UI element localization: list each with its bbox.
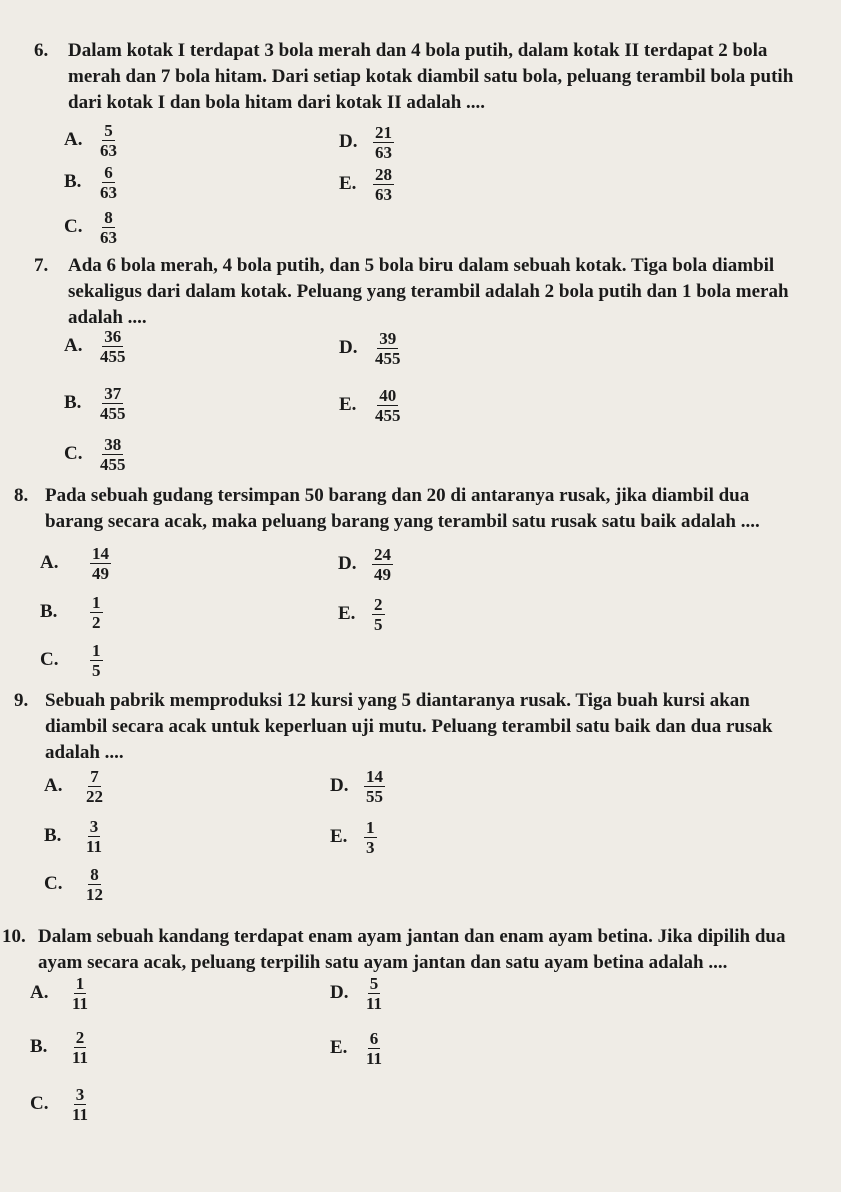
option-letter: C. — [64, 216, 83, 237]
option-d[interactable] — [330, 971, 384, 1015]
numerator: 6 — [104, 162, 113, 182]
option-letter: B. — [30, 1036, 48, 1057]
option-e[interactable] — [339, 383, 403, 427]
option-e[interactable] — [330, 1026, 384, 1070]
option-c[interactable] — [44, 862, 105, 906]
question-line: merah dan 7 bola hitam. Dari setiap kotak diambil satu bola, peluang terambil bola putih — [68, 66, 794, 87]
numerator: 21 — [375, 122, 392, 142]
question-line: Dalam kotak I terdapat 3 bola merah dan 4 bola putih, dalam kotak II terdapat 2 bola — [68, 40, 768, 61]
option-letter: C. — [40, 649, 59, 670]
numerator: 1 — [92, 592, 101, 612]
numerator: 14 — [366, 766, 383, 786]
option-a[interactable] — [64, 118, 119, 162]
denominator: 455 — [375, 348, 401, 368]
option-e[interactable] — [338, 592, 385, 636]
option-fraction — [70, 974, 90, 1013]
denominator: 455 — [375, 405, 401, 425]
option-a[interactable] — [30, 971, 90, 1015]
denominator: 455 — [100, 346, 126, 366]
question-line: diambil secara acak untuk keperluan uji mutu. Peluang terambil satu baik dan dua rusak — [45, 716, 773, 737]
question-line: dari kotak I dan bola hitam dari kotak II adalah .... — [68, 92, 486, 113]
numerator: 3 — [89, 816, 99, 836]
denominator: 63 — [100, 140, 117, 160]
numerator: 38 — [104, 434, 122, 454]
option-fraction — [372, 595, 385, 634]
option-a[interactable] — [44, 764, 105, 808]
option-letter: D. — [338, 553, 357, 574]
denominator: 5 — [374, 614, 383, 634]
option-a[interactable] — [40, 541, 111, 585]
option-fraction — [70, 1028, 90, 1067]
option-b[interactable] — [44, 814, 104, 858]
option-fraction — [373, 165, 394, 204]
option-letter: C. — [30, 1093, 49, 1114]
numerator: 3 — [75, 1084, 85, 1104]
option-e[interactable] — [330, 815, 377, 859]
option-fraction — [373, 329, 403, 368]
numerator: 40 — [379, 385, 397, 405]
numerator: 14 — [92, 543, 109, 563]
option-fraction — [364, 1029, 384, 1068]
option-d[interactable] — [339, 120, 394, 164]
option-c[interactable] — [40, 638, 103, 682]
option-fraction — [373, 123, 394, 162]
option-letter: B. — [40, 601, 58, 622]
denominator: 11 — [366, 1048, 383, 1068]
question-line: Dalam sebuah kandang terdapat enam ayam jantan dan enam ayam betina. Jika dipilih dua — [38, 926, 786, 947]
denominator: 63 — [100, 227, 117, 247]
question-number: 8. — [14, 485, 29, 506]
denominator: 49 — [374, 564, 391, 584]
option-fraction — [84, 767, 105, 806]
option-letter: C. — [44, 873, 63, 894]
option-letter: B. — [44, 825, 62, 846]
option-a[interactable] — [64, 324, 128, 368]
option-letter: E. — [330, 1037, 348, 1058]
question-line: sekaligus dari dalam kotak. Peluang yang terambil adalah 2 bola putih dan 1 bola merah — [68, 281, 789, 302]
option-fraction — [364, 974, 384, 1013]
denominator: 12 — [86, 884, 103, 904]
option-letter: D. — [330, 775, 349, 796]
denominator: 63 — [375, 142, 392, 162]
denominator: 455 — [100, 454, 126, 474]
numerator: 2 — [374, 594, 383, 614]
option-b[interactable] — [40, 590, 103, 634]
numerator: 24 — [374, 544, 391, 564]
option-letter: A. — [40, 552, 59, 573]
question-line: Sebuah pabrik memproduksi 12 kursi yang 5 diantaranya rusak. Tiga buah kursi akan — [45, 690, 750, 711]
option-fraction — [90, 593, 103, 632]
numerator: 6 — [369, 1028, 379, 1048]
option-fraction — [90, 544, 111, 583]
question-line: barang secara acak, maka peluang barang yang terambil satu rusak satu baik adalah .... — [45, 511, 760, 532]
question-number: 10. — [2, 926, 26, 947]
question-number: 9. — [14, 690, 29, 711]
question-line: ayam secara acak, peluang terpilih satu ayam jantan dan satu ayam betina adalah .... — [38, 952, 728, 973]
denominator: 11 — [86, 836, 103, 856]
option-fraction — [98, 384, 128, 423]
option-b[interactable] — [64, 381, 128, 425]
option-fraction — [364, 818, 377, 857]
question-line: Ada 6 bola merah, 4 bola putih, dan 5 bola biru dalam sebuah kotak. Tiga bola diambil — [68, 255, 775, 276]
option-d[interactable] — [338, 542, 393, 586]
option-b[interactable] — [64, 160, 119, 204]
option-fraction — [84, 865, 105, 904]
numerator: 8 — [90, 864, 99, 884]
option-fraction — [98, 121, 119, 160]
numerator: 5 — [104, 120, 113, 140]
option-fraction — [372, 545, 393, 584]
option-letter: E. — [339, 394, 357, 415]
option-letter: A. — [64, 129, 83, 150]
denominator: 455 — [100, 403, 126, 423]
question-number: 6. — [34, 40, 49, 61]
option-letter: A. — [44, 775, 63, 796]
option-letter: E. — [330, 826, 348, 847]
numerator: 1 — [75, 973, 85, 993]
denominator: 11 — [72, 1047, 89, 1067]
option-c[interactable] — [64, 432, 128, 476]
option-b[interactable] — [30, 1025, 90, 1069]
option-letter: D. — [330, 982, 349, 1003]
denominator: 11 — [72, 993, 89, 1013]
option-fraction — [98, 208, 119, 247]
option-letter: E. — [339, 173, 357, 194]
option-fraction — [98, 163, 119, 202]
denominator: 5 — [92, 660, 101, 680]
question-line: Pada sebuah gudang tersimpan 50 barang dan 20 di antaranya rusak, jika diambil dua — [45, 485, 750, 506]
option-letter: A. — [30, 982, 49, 1003]
numerator: 8 — [104, 207, 113, 227]
numerator: 2 — [75, 1027, 85, 1047]
denominator: 11 — [366, 993, 383, 1013]
option-fraction — [98, 435, 128, 474]
option-d[interactable] — [339, 326, 403, 370]
question-number: 7. — [34, 255, 49, 276]
option-fraction — [70, 1085, 90, 1124]
option-letter: D. — [339, 337, 358, 358]
denominator: 3 — [366, 837, 375, 857]
option-letter: B. — [64, 392, 82, 413]
denominator: 22 — [86, 786, 103, 806]
denominator: 2 — [92, 612, 101, 632]
denominator: 63 — [375, 184, 392, 204]
option-letter: C. — [64, 443, 83, 464]
option-letter: D. — [339, 131, 358, 152]
numerator: 37 — [104, 383, 122, 403]
numerator: 28 — [375, 164, 392, 184]
denominator: 55 — [366, 786, 383, 806]
numerator: 39 — [379, 328, 397, 348]
denominator: 11 — [72, 1104, 89, 1124]
numerator: 1 — [366, 817, 375, 837]
denominator: 63 — [100, 182, 117, 202]
numerator: 7 — [90, 766, 99, 786]
option-fraction — [364, 767, 385, 806]
option-c[interactable] — [64, 205, 119, 249]
numerator: 5 — [369, 973, 379, 993]
numerator: 1 — [92, 640, 101, 660]
option-fraction — [98, 327, 128, 366]
option-c[interactable] — [30, 1082, 90, 1126]
option-fraction — [90, 641, 103, 680]
option-e[interactable] — [339, 162, 394, 206]
option-letter: A. — [64, 335, 83, 356]
denominator: 49 — [92, 563, 109, 583]
question-line: adalah .... — [68, 307, 147, 328]
option-fraction — [373, 386, 403, 425]
option-letter: E. — [338, 603, 356, 624]
question-line: adalah .... — [45, 742, 124, 763]
option-fraction — [84, 817, 104, 856]
numerator: 36 — [104, 326, 122, 346]
option-d[interactable] — [330, 764, 385, 808]
option-letter: B. — [64, 171, 82, 192]
